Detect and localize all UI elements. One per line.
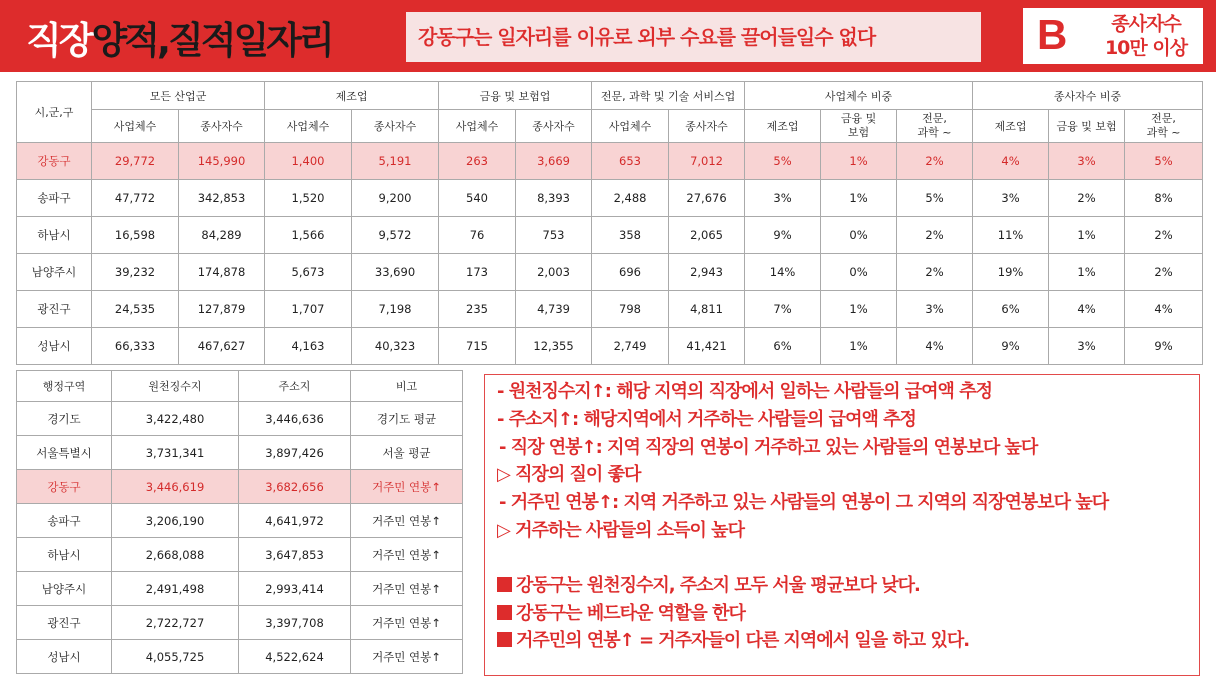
value-cell: 3,397,708	[239, 606, 351, 640]
group-header: 전문, 과학 및 기술 서비스업	[592, 82, 745, 110]
value-cell: 3%	[973, 180, 1049, 217]
note-line: ▷ 거주하는 사람들의 소득이 높다	[497, 520, 744, 541]
sub-header: 금융 및 보험	[821, 110, 897, 143]
value-cell: 4,739	[516, 291, 592, 328]
sub-header: 사업체수	[592, 110, 669, 143]
table-row	[17, 572, 463, 606]
value-cell: 3,647,853	[239, 538, 351, 572]
conclusion-text: 강동구는 베드타운 역할을 한다	[516, 603, 745, 624]
table-row	[17, 538, 463, 572]
group-header: 금융 및 보험업	[439, 82, 592, 110]
sub-header: 제조업	[973, 110, 1049, 143]
value-cell: 거주민 연봉↑	[351, 470, 463, 504]
group-header: 모든 산업군	[92, 82, 265, 110]
value-cell: 3,897,426	[239, 436, 351, 470]
table-row	[17, 254, 1203, 291]
sub-header: 종사자수	[516, 110, 592, 143]
column-header: 주소지	[239, 371, 351, 402]
value-cell: 3,446,636	[239, 402, 351, 436]
value-cell: 거주민 연봉↑	[351, 538, 463, 572]
value-cell: 467,627	[179, 328, 265, 365]
value-cell: 4%	[1049, 291, 1125, 328]
value-cell: 2,491,498	[112, 572, 239, 606]
value-cell: 3%	[1049, 328, 1125, 365]
sub-header: 종사자수	[179, 110, 265, 143]
value-cell: 3%	[1049, 143, 1125, 180]
title-white: 직장	[26, 19, 92, 62]
note-line: - 원천징수지↑: 해당 지역의 직장에서 일하는 사람들의 급여액 추정	[497, 381, 992, 402]
value-cell: 41,421	[669, 328, 745, 365]
group-header: 제조업	[265, 82, 439, 110]
value-cell: 753	[516, 217, 592, 254]
table-row	[17, 504, 463, 538]
value-cell: 5%	[897, 180, 973, 217]
header-banner	[0, 0, 1216, 72]
region-cell: 하남시	[17, 538, 112, 572]
value-cell: 1,400	[265, 143, 352, 180]
note-line: ▷ 직장의 질이 좋다	[497, 464, 641, 485]
value-cell: 2%	[1125, 254, 1203, 291]
value-cell: 40,323	[352, 328, 439, 365]
value-cell: 4,811	[669, 291, 745, 328]
value-cell: 2%	[897, 143, 973, 180]
region-cell: 성남시	[17, 640, 112, 674]
value-cell: 5,191	[352, 143, 439, 180]
sub-header: 종사자수	[669, 110, 745, 143]
sub-header: 전문, 과학 ~	[1125, 110, 1203, 143]
value-cell: 4,522,624	[239, 640, 351, 674]
value-cell: 5,673	[265, 254, 352, 291]
sub-header: 금융 및 보험	[1049, 110, 1125, 143]
value-cell: 7,198	[352, 291, 439, 328]
value-cell: 거주민 연봉↑	[351, 606, 463, 640]
note-line: - 거주민 연봉↑: 지역 거주하고 있는 사람들의 연봉이 그 지역의 직장연봉보다 높다	[499, 492, 1109, 513]
value-cell: 4%	[1125, 291, 1203, 328]
value-cell: 거주민 연봉↑	[351, 572, 463, 606]
table-row	[17, 640, 463, 674]
value-cell: 19%	[973, 254, 1049, 291]
value-cell: 0%	[821, 217, 897, 254]
value-cell: 173	[439, 254, 516, 291]
value-cell: 3,422,480	[112, 402, 239, 436]
table-row	[17, 217, 1203, 254]
value-cell: 540	[439, 180, 516, 217]
column-header: 비고	[351, 371, 463, 402]
sub-header: 종사자수	[352, 110, 439, 143]
value-cell: 3%	[897, 291, 973, 328]
value-cell: 798	[592, 291, 669, 328]
table-row	[17, 328, 1203, 365]
value-cell: 14%	[745, 254, 821, 291]
region-cell: 서울특별시	[17, 436, 112, 470]
table-row	[17, 180, 1203, 217]
bullet-square-icon	[497, 605, 512, 620]
conclusion-line	[497, 571, 920, 597]
column-header: 행정구역	[17, 371, 112, 402]
value-cell: 거주민 연봉↑	[351, 640, 463, 674]
value-cell: 1%	[1049, 254, 1125, 291]
value-cell: 2,488	[592, 180, 669, 217]
region-header: 시,군,구	[17, 82, 92, 143]
value-cell: 2%	[1049, 180, 1125, 217]
value-cell: 6%	[745, 328, 821, 365]
value-cell: 9%	[973, 328, 1049, 365]
value-cell: 2,943	[669, 254, 745, 291]
sub-header: 사업체수	[439, 110, 516, 143]
region-cell: 성남시	[17, 328, 92, 365]
page-title	[26, 10, 332, 64]
value-cell: 39,232	[92, 254, 179, 291]
value-cell: 145,990	[179, 143, 265, 180]
value-cell: 5%	[1125, 143, 1203, 180]
value-cell: 1%	[821, 143, 897, 180]
sub-header: 제조업	[745, 110, 821, 143]
value-cell: 653	[592, 143, 669, 180]
value-cell: 3,206,190	[112, 504, 239, 538]
value-cell: 4,055,725	[112, 640, 239, 674]
value-cell: 1%	[1049, 217, 1125, 254]
table-row	[17, 470, 463, 504]
value-cell: 9%	[1125, 328, 1203, 365]
value-cell: 3,669	[516, 143, 592, 180]
value-cell: 거주민 연봉↑	[351, 504, 463, 538]
sub-header: 사업체수	[265, 110, 352, 143]
notes-box	[484, 374, 1200, 676]
value-cell: 12,355	[516, 328, 592, 365]
table-row	[17, 143, 1203, 180]
region-cell: 송파구	[17, 504, 112, 538]
value-cell: 2,722,727	[112, 606, 239, 640]
value-cell: 66,333	[92, 328, 179, 365]
industry-table	[16, 81, 1203, 365]
value-cell: 1%	[821, 180, 897, 217]
value-cell: 29,772	[92, 143, 179, 180]
region-cell: 강동구	[17, 143, 92, 180]
value-cell: 6%	[973, 291, 1049, 328]
value-cell: 1%	[821, 328, 897, 365]
badge-letter: B	[1037, 11, 1068, 58]
value-cell: 3,446,619	[112, 470, 239, 504]
value-cell: 16,598	[92, 217, 179, 254]
title-dark: 양적,질적일자리	[91, 19, 332, 62]
value-cell: 4%	[897, 328, 973, 365]
conclusion-text: 거주민의 연봉↑ = 거주자들이 다른 지역에서 일을 하고 있다.	[516, 630, 970, 651]
region-cell: 송파구	[17, 180, 92, 217]
value-cell: 11%	[973, 217, 1049, 254]
table-row	[17, 606, 463, 640]
value-cell: 127,879	[179, 291, 265, 328]
table-row	[17, 402, 463, 436]
sub-header: 전문, 과학 ~	[897, 110, 973, 143]
region-cell: 경기도	[17, 402, 112, 436]
value-cell: 76	[439, 217, 516, 254]
region-cell: 남양주시	[17, 254, 92, 291]
region-cell: 광진구	[17, 606, 112, 640]
value-cell: 9%	[745, 217, 821, 254]
value-cell: 2%	[897, 254, 973, 291]
value-cell: 2,668,088	[112, 538, 239, 572]
value-cell: 9,200	[352, 180, 439, 217]
value-cell: 8,393	[516, 180, 592, 217]
value-cell: 9,572	[352, 217, 439, 254]
region-cell: 강동구	[17, 470, 112, 504]
income-table	[16, 370, 463, 674]
value-cell: 3%	[745, 180, 821, 217]
value-cell: 235	[439, 291, 516, 328]
value-cell: 342,853	[179, 180, 265, 217]
value-cell: 7,012	[669, 143, 745, 180]
value-cell: 4%	[973, 143, 1049, 180]
value-cell: 8%	[1125, 180, 1203, 217]
value-cell: 84,289	[179, 217, 265, 254]
value-cell: 27,676	[669, 180, 745, 217]
region-cell: 하남시	[17, 217, 92, 254]
category-badge	[1023, 8, 1203, 64]
value-cell: 2,993,414	[239, 572, 351, 606]
value-cell: 174,878	[179, 254, 265, 291]
value-cell: 3,731,341	[112, 436, 239, 470]
region-cell: 광진구	[17, 291, 92, 328]
group-header: 종사자수 비중	[973, 82, 1203, 110]
sub-header: 사업체수	[92, 110, 179, 143]
value-cell: 4,163	[265, 328, 352, 365]
value-cell: 3,682,656	[239, 470, 351, 504]
note-line: - 직장 연봉↑: 지역 직장의 연봉이 거주하고 있는 사람들의 연봉보다 높다	[499, 437, 1038, 458]
value-cell: 1,707	[265, 291, 352, 328]
value-cell: 358	[592, 217, 669, 254]
value-cell: 2,003	[516, 254, 592, 291]
value-cell: 7%	[745, 291, 821, 328]
group-header: 사업체수 비중	[745, 82, 973, 110]
note-line: - 주소지↑: 해당지역에서 거주하는 사람들의 급여액 추정	[497, 409, 916, 430]
value-cell: 0%	[821, 254, 897, 291]
value-cell: 24,535	[92, 291, 179, 328]
value-cell: 1%	[821, 291, 897, 328]
conclusion-text: 강동구는 원천징수지, 주소지 모두 서울 평균보다 낮다.	[516, 575, 920, 596]
value-cell: 5%	[745, 143, 821, 180]
value-cell: 696	[592, 254, 669, 291]
badge-line2: 10만 이상	[1104, 37, 1188, 59]
value-cell: 경기도 평균	[351, 402, 463, 436]
badge-line1: 종사자수	[1111, 13, 1181, 35]
conclusion-line	[497, 626, 969, 652]
value-cell: 1,520	[265, 180, 352, 217]
subtitle-box: 강동구는 일자리를 이유로 외부 수요를 끌어들일수 없다	[406, 12, 981, 62]
bullet-square-icon	[497, 577, 512, 592]
bullet-square-icon	[497, 632, 512, 647]
table-row	[17, 436, 463, 470]
value-cell: 서울 평균	[351, 436, 463, 470]
value-cell: 715	[439, 328, 516, 365]
conclusion-line	[497, 599, 745, 625]
column-header: 원천징수지	[112, 371, 239, 402]
value-cell: 1,566	[265, 217, 352, 254]
value-cell: 2%	[897, 217, 973, 254]
region-cell: 남양주시	[17, 572, 112, 606]
value-cell: 2%	[1125, 217, 1203, 254]
value-cell: 33,690	[352, 254, 439, 291]
badge-text	[1093, 12, 1199, 60]
value-cell: 4,641,972	[239, 504, 351, 538]
value-cell: 2,065	[669, 217, 745, 254]
table-row	[17, 291, 1203, 328]
value-cell: 263	[439, 143, 516, 180]
value-cell: 2,749	[592, 328, 669, 365]
value-cell: 47,772	[92, 180, 179, 217]
